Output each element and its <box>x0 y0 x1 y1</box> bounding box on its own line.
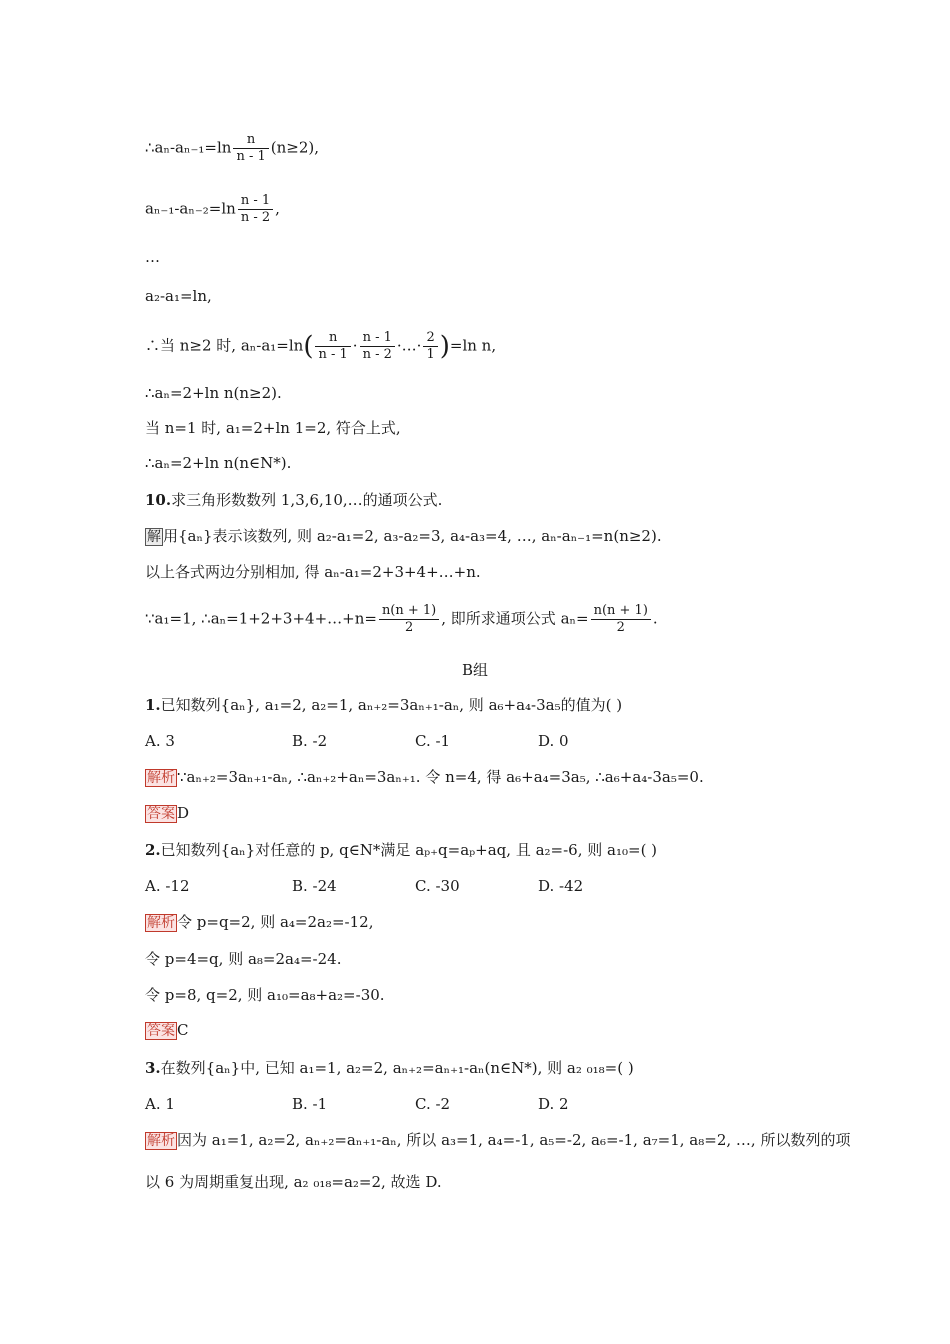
question-text: 已知数列{aₙ}, a₁=2, a₂=1, aₙ₊₂=3aₙ₊₁-aₙ, 则 a₆+a₄-3a₅的值为( ) <box>160 696 623 714</box>
q10-solution-line-1 <box>145 526 662 547</box>
derivation-line-4: a₂-a₁=ln, <box>145 287 212 305</box>
text-segment: =ln n, <box>449 336 497 355</box>
q1-option-b: B. -2 <box>292 732 328 750</box>
q1-option-d: D. 0 <box>538 732 569 750</box>
q3-option-c: C. -2 <box>415 1095 451 1113</box>
fraction-denominator: n - 2 <box>240 210 271 225</box>
answer-tag: 答案 <box>147 806 175 822</box>
text-segment: . <box>652 609 658 628</box>
analysis-tag: 解析 <box>147 770 175 786</box>
fraction <box>233 132 268 165</box>
derivation-line-6: ∴aₙ=2+ln n(n≥2). <box>145 384 282 402</box>
question-text: 在数列{aₙ}中, 已知 a₁=1, a₂=2, aₙ₊₂=aₙ₊₁-aₙ(n∈N*), 则 a₂ ₀₁₈=( ) <box>160 1059 634 1077</box>
question-text: 已知数列{aₙ}对任意的 p, q∈N*满足 aₚ₊q=aₚ+aq, 且 a₂=-6, 则 a₁₀=( ) <box>160 841 658 859</box>
derivation-ellipsis: … <box>145 248 160 266</box>
solution-text: 用{aₙ}表示该数列, 则 a₂-a₁=2, a₃-a₂=3, a₄-a₃=4, …, aₙ-aₙ₋₁=n(n≥2). <box>163 527 662 545</box>
text-segment: ∴当 n≥2 时, aₙ-a₁=ln <box>145 336 304 355</box>
question-2 <box>145 840 657 860</box>
question-number: 1. <box>145 696 161 714</box>
answer-text: D <box>177 804 190 822</box>
derivation-line-1 <box>145 132 319 165</box>
solution-tag: 解 <box>147 529 161 545</box>
text-segment: , 即所求通项公式 aₙ= <box>441 609 589 628</box>
question-number: 3. <box>145 1059 161 1077</box>
fraction <box>238 193 273 226</box>
q1-option-c: C. -1 <box>415 732 451 750</box>
fraction-denominator: 1 <box>426 347 435 362</box>
text-segment: (n≥2), <box>270 138 319 157</box>
fraction-denominator: n - 1 <box>236 149 266 164</box>
fraction-numerator: n <box>233 132 268 149</box>
derivation-line-2 <box>145 193 280 226</box>
q3-analysis-line-2: 以 6 为周期重复出现, a₂ ₀₁₈=a₂=2, 故选 D. <box>145 1173 442 1191</box>
fraction-numerator: n <box>315 330 350 347</box>
fraction-denominator: 2 <box>616 620 625 635</box>
fraction-numerator: n(n + 1) <box>591 603 651 620</box>
analysis-text: 令 p=q=2, 则 a₄=2a₂=-12, <box>177 913 374 931</box>
answer-text: C <box>177 1021 189 1039</box>
text-segment: ∴aₙ-aₙ₋₁=ln <box>145 138 232 157</box>
question-number: 2. <box>145 841 161 859</box>
fraction-denominator: n - 1 <box>318 347 348 362</box>
fraction-numerator: 2 <box>423 330 437 347</box>
question-10 <box>145 490 442 510</box>
text-segment: aₙ₋₁-aₙ₋₂=ln <box>145 199 236 218</box>
fraction-denominator: n - 2 <box>362 347 392 362</box>
analysis-tag: 解析 <box>147 915 175 931</box>
q3-option-a: A. 1 <box>145 1095 175 1113</box>
analysis-text: 因为 a₁=1, a₂=2, aₙ₊₂=aₙ₊₁-aₙ, 所以 a₃=1, a₄=-1, a₅=-2, a₆=-1, a₇=1, a₈=2, …, 所以数列的项 <box>177 1131 851 1149</box>
q2-answer <box>145 1020 188 1041</box>
q1-answer <box>145 803 189 824</box>
analysis-tag: 解析 <box>147 1133 175 1149</box>
q2-analysis-line-3: 令 p=8, q=2, 则 a₁₀=a₈+a₂=-30. <box>145 986 385 1004</box>
answer-tag: 答案 <box>147 1023 175 1039</box>
q2-option-c: C. -30 <box>415 877 460 895</box>
derivation-line-7: 当 n=1 时, a₁=2+ln 1=2, 符合上式, <box>145 419 401 437</box>
fraction <box>360 330 395 363</box>
fraction-denominator: 2 <box>404 620 414 635</box>
text-segment: , <box>275 199 280 218</box>
fraction-numerator: n(n + 1) <box>379 603 439 620</box>
fraction-numerator: n - 1 <box>238 193 273 210</box>
fraction <box>315 330 350 363</box>
question-text: 求三角形数数列 1,3,6,10,…的通项公式. <box>171 491 443 509</box>
question-3 <box>145 1058 634 1078</box>
derivation-line-8: ∴aₙ=2+ln n(n∈N*). <box>145 454 292 472</box>
q3-option-d: D. 2 <box>538 1095 569 1113</box>
q2-option-d: D. -42 <box>538 877 584 895</box>
q2-analysis-line-2: 令 p=4=q, 则 a₈=2a₄=-24. <box>145 950 342 968</box>
fraction-numerator: n - 1 <box>360 330 395 347</box>
q2-analysis-line-1 <box>145 912 373 933</box>
question-1 <box>145 695 622 715</box>
text-segment: ·…· <box>396 336 422 355</box>
q2-option-a: A. -12 <box>145 877 190 895</box>
left-paren: ( <box>303 331 314 362</box>
analysis-text: ∵aₙ₊₂=3aₙ₊₁-aₙ, ∴aₙ₊₂+aₙ=3aₙ₊₁. 令 n=4, 得 a₆+a₄=3a₅, ∴a₆+a₄-3a₅=0. <box>177 768 704 786</box>
q10-solution-line-2: 以上各式两边分别相加, 得 aₙ-a₁=2+3+4+…+n. <box>145 563 481 581</box>
q10-solution-line-3 <box>145 603 658 636</box>
q1-option-a: A. 3 <box>145 732 175 750</box>
q1-analysis <box>145 767 704 788</box>
fraction <box>423 330 437 363</box>
q3-analysis-line-1 <box>145 1130 850 1151</box>
derivation-line-5: ∴当 n≥2 时, aₙ-a₁=ln( $\frac{n}{n - 1}$ · $\frac{n - 1}{n - 2}$ ·…· $\frac{2}{1}$ )=ln n, <box>145 330 497 362</box>
question-number: 10. <box>145 491 172 509</box>
right-paren: ) <box>439 331 450 362</box>
q3-option-b: B. -1 <box>292 1095 328 1113</box>
q2-option-b: B. -24 <box>292 877 337 895</box>
fraction <box>379 603 439 636</box>
group-b-heading: B组 <box>461 661 489 679</box>
text-segment: ∵a₁=1, ∴aₙ=1+2+3+4+…+n= <box>145 609 377 628</box>
fraction <box>591 603 651 636</box>
